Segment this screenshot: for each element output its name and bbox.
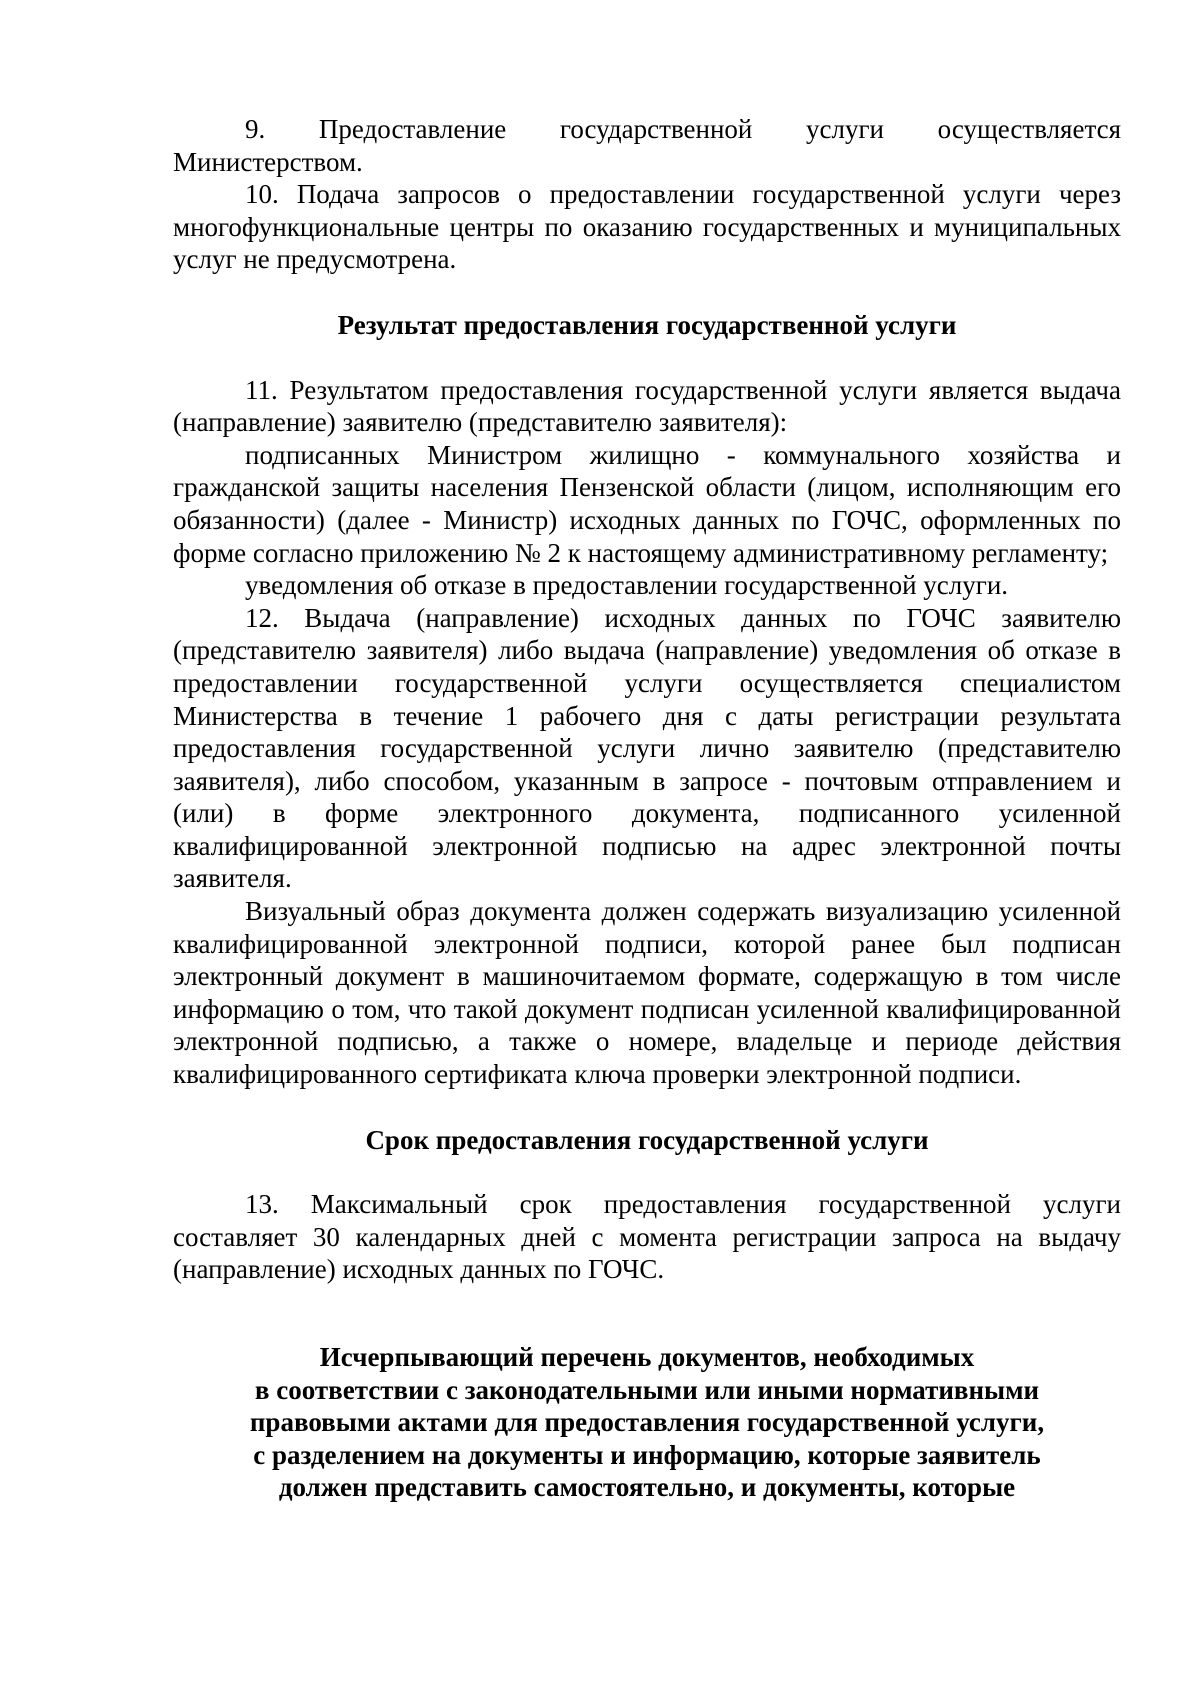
paragraph-10: 10. Подача запросов о предоставлении государственной услуги через многофункциональные центры по оказанию государственных и муниципальных услуг не предусмотрена. bbox=[173, 179, 1121, 275]
heading-documents bbox=[173, 1341, 1121, 1504]
heading-documents-line: с разделением на документы и информацию, которые заявитель bbox=[253, 1439, 1041, 1470]
spacer bbox=[173, 276, 1121, 309]
spacer bbox=[173, 1286, 1121, 1341]
spacer bbox=[173, 342, 1121, 374]
paragraph-9: 9. Предоставление государственной услуги осуществляется Министерством. bbox=[173, 114, 1121, 177]
paragraph-11-item-refusal: уведомления об отказе в предоставлении государственной услуги. bbox=[245, 570, 1009, 601]
paragraph-11-item-signed-data: подписанных Министром жилищно - коммунального хозяйства и гражданской защиты населения Пензенской области (лицом, исполняющим его обязанности) (далее - Министр) исходных данных по ГОЧС, оформленных по форме согласно приложению № 2 к настоящему административному регламенту; bbox=[173, 439, 1121, 568]
paragraph-11: 11. Результатом предоставления государственной услуги является выдача (направление) заявителю (представителю заявителя): bbox=[173, 374, 1121, 438]
page-content bbox=[173, 113, 1121, 1504]
heading-documents-line: Исчерпывающий перечень документов, необходимых bbox=[319, 1342, 975, 1372]
spacer bbox=[173, 1156, 1121, 1188]
heading-documents-line: должен представить самостоятельно, и документы, которые bbox=[278, 1472, 1016, 1503]
heading-term: Срок предоставления государственной услуги bbox=[365, 1124, 929, 1155]
heading-documents-line: в соответствии с законодательными или иными нормативными bbox=[254, 1374, 1040, 1405]
paragraph-12: 12. Выдача (направление) исходных данных по ГОЧС заявителю (представителю заявителя) либо выдача (направление) уведомления об отказе в предоставлении государственной услуги осуществляется специалистом Министерства в течение 1 рабочего дня с даты регистрации результата предоставления государственной услуги лично заявителю (представителю заявителя), либо способом, указанным в запросе - почтовым отправлением и (или) в форме электронного документа, подписанного усиленной квалифицированной электронной подписью на адрес электронной почты заявителя. bbox=[173, 602, 1121, 894]
paragraph-13: 13. Максимальный срок предоставления государственной услуги составляет 30 календарных дней с момента регистрации запроса на выдачу (направление) исходных данных по ГОЧС. bbox=[173, 1189, 1121, 1285]
paragraph-visual-image: Визуальный образ документа должен содержать визуализацию усиленной квалифицированной электронной подписи, которой ранее был подписан электронный документ в машиночитаемом формате, содержащую в том числе информацию о том, что такой документ подписан усиленной квалифицированной электронной подписью, а также о номере, владельце и периоде действия квалифицированного сертификата ключа проверки электронной подписи. bbox=[173, 896, 1121, 1090]
spacer bbox=[173, 1091, 1121, 1124]
heading-result: Результат предоставления государственной услуги bbox=[337, 309, 957, 340]
heading-documents-line: правовыми актами для предоставления государственной услуги, bbox=[249, 1407, 1045, 1438]
